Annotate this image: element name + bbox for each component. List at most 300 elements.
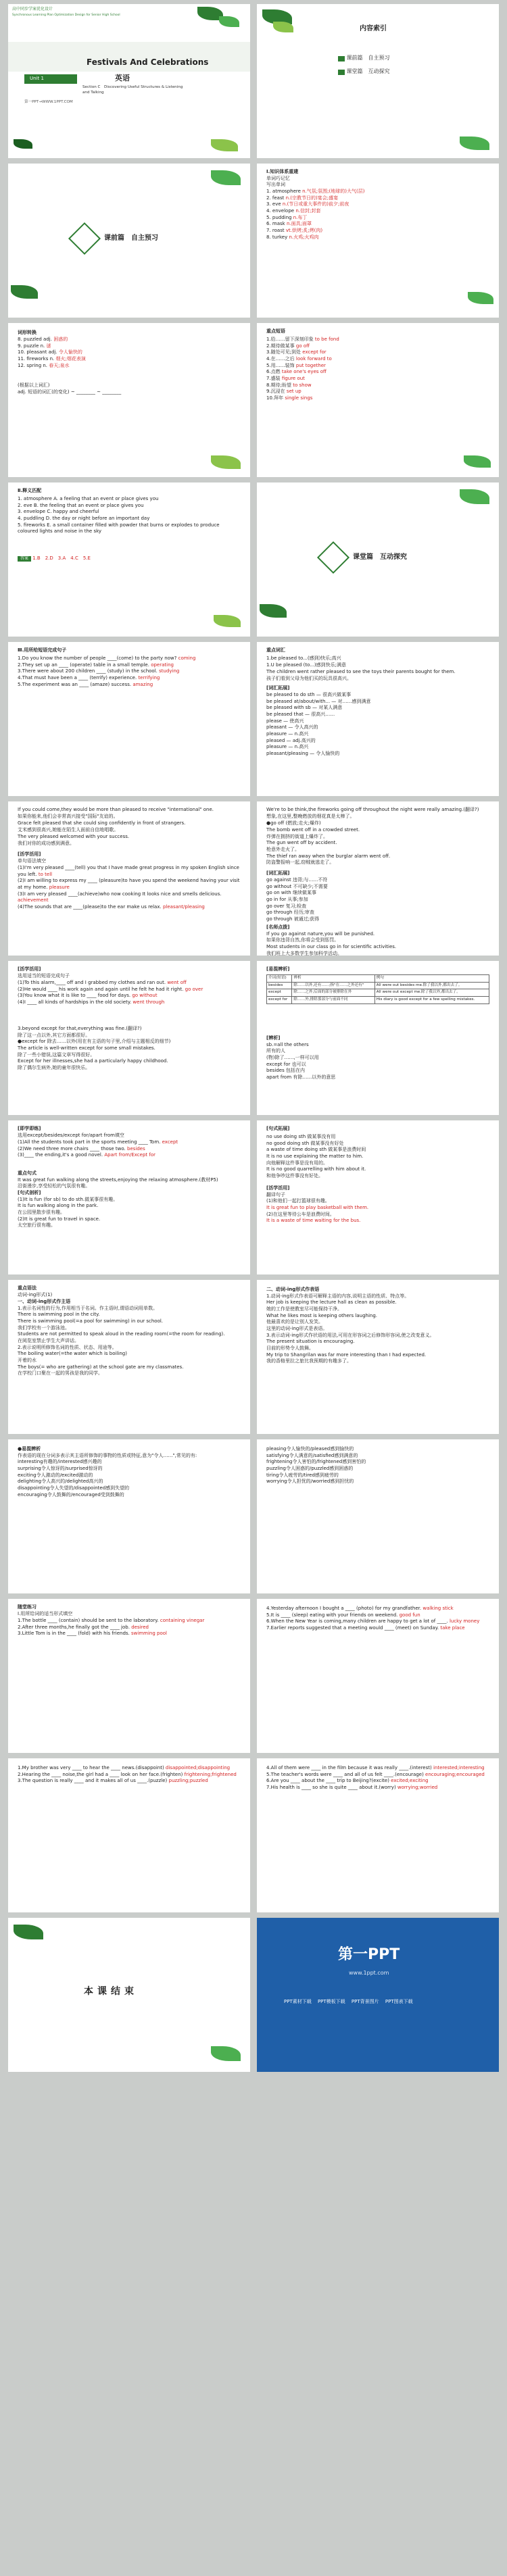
- vocab-title: Ⅰ.知识体系重建: [266, 169, 299, 174]
- question-row: [18, 865, 241, 878]
- table-cell: n.高兴: [294, 744, 309, 750]
- word-pair: interesting有趣的/interested感兴趣的: [18, 1459, 102, 1465]
- practice-title: 随堂练习: [18, 1604, 37, 1610]
- question-row: [266, 1778, 489, 1785]
- vocab-sub2: 写出单词: [266, 182, 285, 187]
- vocab-row: [266, 221, 483, 228]
- question-row: [18, 1765, 241, 1772]
- word-row: [18, 337, 153, 343]
- table-cell: pleasant/pleasing: [266, 750, 308, 756]
- table-cell: be pleased that: [266, 711, 304, 717]
- table-cell: All were out besides me.除了我以外,都出去了。: [375, 982, 489, 989]
- vocab-row: [266, 234, 483, 241]
- slide-ex-c: [8, 961, 250, 1115]
- item-term: go in for: [266, 896, 287, 902]
- table-cell: besides: [267, 982, 292, 989]
- grammar-line: 作表语的现在分词多表示其主语所修饰的事物的性质或特征,意为"令人……",常见的有:: [18, 1452, 197, 1458]
- ex-e-title: [句式拓展]: [266, 1126, 290, 1131]
- grammar-line: 这里的动词-ing形式是表语。: [266, 1325, 328, 1331]
- word-answer: 谜: [46, 343, 51, 349]
- table-cell: pleasure: [266, 730, 287, 737]
- phrase-item: 5.用……装饰: [266, 362, 295, 368]
- slide-phrases: [257, 323, 499, 477]
- example-line: It is no use explaining the matter to him.: [266, 1153, 364, 1159]
- ad-link[interactable]: PPT模板下载: [317, 1999, 345, 2004]
- slide-practice: [8, 1599, 250, 1753]
- question-row: [18, 904, 241, 911]
- word-pair: puzzling令人困惑的/puzzled感到困惑的: [266, 1465, 354, 1471]
- question-text: (4)I ____ all kinds of hardships in the old society.: [18, 999, 132, 1005]
- grammar-line: 我的香格里拉之旅比我预期的有趣多了。: [266, 1358, 352, 1364]
- phrase-row: [266, 389, 489, 395]
- grammar-line: 3.表示动词-ing形式作状语的用法,可用在形容词之后修饰形容词,使之改变意义。: [266, 1332, 435, 1338]
- contents-marker: [338, 56, 345, 61]
- word-item: 11. fireworks n.: [18, 355, 55, 362]
- question-row: [18, 987, 241, 993]
- item-term: go on with: [266, 890, 291, 896]
- except-table: [266, 974, 489, 1004]
- leaf-icon: [464, 455, 491, 468]
- ending-title: 本课结束: [84, 1986, 138, 1997]
- table-cell: 令人愉快的: [316, 750, 340, 756]
- ex-b-lines: [266, 827, 489, 866]
- slide-match: [8, 482, 250, 637]
- item-row: [266, 910, 489, 916]
- point-line: The article is well-written except for some small mistakes.: [18, 1045, 155, 1051]
- phrase-answer: figure out: [281, 375, 305, 381]
- question-row: [18, 1778, 241, 1785]
- item-meaning: 不可缺少;不需要: [293, 883, 328, 889]
- answer-text: excited;exciting: [391, 1778, 429, 1784]
- vocab-word: 1. atmosphere: [266, 189, 301, 194]
- ex-d-sub: 选用except/besides/except for/apart from填空: [18, 1133, 124, 1138]
- question-row: [266, 1606, 489, 1612]
- table-row: pleasant/pleasing — 令人愉快的: [266, 750, 340, 756]
- match-row: [18, 522, 241, 535]
- diamond-icon: [317, 541, 349, 574]
- table-cell: 很高兴做某事: [322, 692, 352, 697]
- table-cell: adj.高兴的: [292, 737, 316, 743]
- question-row: [266, 1625, 489, 1632]
- word-pair: tiring令人疲劳的/tired感到疲劳的: [266, 1472, 339, 1478]
- vocab-list: [266, 189, 483, 241]
- answer-tag: 答案: [18, 556, 31, 562]
- word-row: [18, 343, 153, 350]
- table-cell: 对……感到满意: [337, 698, 371, 704]
- item-row: [266, 897, 489, 903]
- grammar-line: 开着的水: [18, 1357, 37, 1363]
- answer-text: besides: [127, 1145, 145, 1151]
- answer-text: puzzling;puzzled: [168, 1778, 208, 1784]
- point-line: It is fun walking along in the park.: [18, 1203, 99, 1209]
- question-row: [266, 1772, 489, 1779]
- phrase-item: 10.拜年: [266, 395, 284, 401]
- example-line: 向他解释这件事是没有用的。: [266, 1160, 328, 1166]
- phrase-item: 7.盛装: [266, 375, 281, 381]
- match-def: A. a feeling that an event or place gives you: [53, 496, 159, 501]
- right-item: 所有的人: [266, 1048, 285, 1054]
- answer-text: take place: [440, 1625, 465, 1631]
- point-line: ●except for 除去……以外(用在有主语的句子里,介绍与主题相反的细节): [18, 1039, 171, 1045]
- question-text: 3.Little Tom is in the ____ (fold) with his friends.: [18, 1631, 130, 1637]
- answer-text: to tell: [38, 871, 53, 877]
- grammar-line: 1.表示名词性的行为,作用相当于名词。作主语时,谓语动词用单数。: [18, 1305, 158, 1311]
- key-words-ex1: The children went rather pleased to see the toys their parents bought for them.: [266, 669, 456, 674]
- word-pair: delighting令人高兴的/delighted高兴的: [18, 1479, 103, 1485]
- table-head: 辨析: [292, 975, 375, 983]
- item-meaning: 从事;参加: [287, 896, 308, 902]
- ex-a-left6: 我们对你的成功感到满意。: [18, 841, 74, 846]
- phrases-title: 重点短语: [266, 328, 285, 334]
- words-list: [18, 337, 153, 369]
- answer-text: swimming pool: [131, 1631, 167, 1637]
- table-cell: be pleased with sb: [266, 705, 311, 711]
- table-cell: All were out except me.除了我以外,都出去了。: [375, 989, 489, 997]
- question-text: 2.After three months,he finally got the ____ job.: [18, 1624, 130, 1630]
- item-meaning: 经历;审查: [293, 910, 315, 916]
- item-meaning: 复习;检查: [285, 903, 307, 909]
- item-row: [266, 890, 489, 897]
- contents-item-2[interactable]: [338, 68, 389, 75]
- header-english: Synchronous Learning Plan Optimization Design for Senior High School: [12, 14, 120, 18]
- word-item: 8. puzzled adj.: [18, 337, 52, 342]
- leaf-icon: [211, 170, 241, 185]
- pattern-item: no good doing sth 做某事没有好处: [266, 1140, 344, 1146]
- table-row: [267, 997, 489, 1004]
- vocab-answer: n.(宗教节日的)宴会;盛宴: [285, 195, 339, 201]
- leaf-icon: [460, 489, 489, 504]
- question-row: [18, 1772, 241, 1779]
- slide-cover: [8, 4, 250, 158]
- grammar-head: 二、动词-ing形式作表语: [266, 1287, 320, 1292]
- question-text: (2)We need three more chairs ____ those two.: [18, 1145, 126, 1151]
- match-row: [18, 496, 241, 503]
- question-row: [18, 1146, 241, 1153]
- leaf-icon: [14, 1925, 43, 1939]
- match-word: 5. fireworks: [18, 522, 45, 528]
- question-text: 6.When the New Year is coming,many children are happy to get a lot of ____.: [266, 1618, 448, 1625]
- slide-key-words: [257, 642, 499, 796]
- note-line: Most students in our class go in for scientific activities.: [266, 943, 397, 949]
- header-chinese: 高中同步学案优化设计: [12, 7, 53, 11]
- table-cell: except: [267, 989, 292, 997]
- practice-sub: Ⅰ.用所给词的适当形式填空: [18, 1611, 73, 1616]
- question-text: 5.The teacher's words were ____ and all of us felt ____.(encourage): [266, 1771, 424, 1777]
- words-note: (根据以上词汇): [18, 382, 50, 388]
- point-line: 太空旅行很有趣。: [18, 1222, 55, 1229]
- table-cell: pleasant: [266, 724, 287, 730]
- table-header-row: [267, 975, 489, 983]
- answer-text: It is great fun to play basketball with them.: [266, 1204, 369, 1210]
- table-row: be pleased that — 很高兴……: [266, 711, 335, 717]
- phrase-item: 3.随处可见;到处: [266, 349, 301, 355]
- question-row: [18, 999, 241, 1006]
- table-cell: be pleased at/about/with...: [266, 698, 331, 704]
- cover-section: Section C Discovering Useful Structures & Listening and Talking: [82, 85, 183, 95]
- word-answer: 烟火;烟花表演: [55, 355, 86, 362]
- question-text: 4.Yesterday afternoon I bought a ____ (photo) for my grandfather.: [266, 1606, 422, 1611]
- vocab-word: 6. mask: [266, 221, 285, 227]
- question-text: 1.Do you know the number of people ____(come) to the party now?: [18, 655, 177, 661]
- table-row: pleasure — n.高兴: [266, 744, 309, 750]
- match-word: 4. puddling: [18, 515, 45, 521]
- key-words-title: 重点词汇: [266, 647, 285, 653]
- table-cell: 除……之外;后面的部分被排除在外: [292, 989, 375, 997]
- point-line: 翻译句子: [266, 1191, 285, 1197]
- ex-a-left: If you could come,they would be more than pleased to receive "international" one.: [18, 807, 214, 812]
- key-words-lead: 1.be pleased to...(感到)快乐;高兴: [266, 655, 341, 661]
- ex-d-questions: [18, 1139, 241, 1159]
- answer-text: encouraging;encouraged: [425, 1771, 485, 1777]
- question-text: 4.All of them were ____ in the film because it was really ____.(interest): [266, 1765, 432, 1770]
- match-list: [18, 496, 241, 535]
- contents-item-1[interactable]: [338, 54, 389, 61]
- item-term: go without: [266, 883, 292, 889]
- words-title: 词形转换: [18, 330, 37, 335]
- leaf-icon: [468, 292, 493, 304]
- question-text: (2)He would ____ his work again and again until he felt he had it right.: [18, 986, 184, 992]
- ad-links: [284, 1999, 473, 2006]
- slide-practice-b: [257, 1599, 499, 1753]
- slide-preview: [8, 164, 250, 318]
- question-text: 5.It is ____ (sleep) eating with your friends on weekend.: [266, 1612, 398, 1618]
- ex-b-point: ●go off (燃放;走火;爆炸): [266, 820, 321, 826]
- vocab-word: 7. roast: [266, 227, 285, 233]
- phrase-fill-title: Ⅲ.用所给短语完成句子: [18, 647, 67, 653]
- answer-text: terrifying: [138, 674, 160, 680]
- table-cell: pleased: [266, 737, 285, 743]
- leaf-icon: [211, 139, 238, 151]
- right-item: apart from 有除……以外的意思: [266, 1074, 336, 1080]
- question-text: 6.Are you ____ about the ____ trip to Beijing?(excite): [266, 1778, 389, 1784]
- question-row: [18, 980, 241, 987]
- question-row: [18, 891, 241, 904]
- diamond-icon: [68, 222, 101, 255]
- slide-grammar: [8, 1280, 250, 1434]
- ex-d-title: [即学即练]: [18, 1126, 41, 1131]
- leaf-icon: [11, 285, 38, 299]
- match-def: D. the day or night before an important day: [45, 515, 150, 521]
- phrase-answer: take one's eyes off: [281, 369, 327, 375]
- vocab-word: 8. turkey: [266, 234, 288, 240]
- ad-link[interactable]: PPT图表下载: [385, 1999, 413, 2004]
- question-text: 2.Hearing the ____ noise,the girl had a ____ look on her face.(frighten): [18, 1771, 183, 1777]
- table-cell: 对某人满意: [318, 705, 343, 711]
- grammar-line: There is swimming pool in the city.: [18, 1312, 100, 1318]
- answer-text: desired: [131, 1624, 149, 1630]
- question-row: [266, 1612, 489, 1619]
- word-row: [18, 356, 153, 363]
- word-pair: frightening令人害怕的/frightened感到害怕的: [266, 1459, 366, 1465]
- ex-b-left2: 想象,在这里,整晚燃放的烟花真是太棒了。: [266, 814, 355, 819]
- ex-c-questions: [18, 980, 241, 1006]
- slide-except-table: [257, 961, 499, 1115]
- word-pair: satisfying令人满意的/satisfied感到满意的: [266, 1452, 358, 1458]
- vocab-answer: n.(节日或重大事件的)前夕;前夜: [282, 201, 349, 207]
- phrase-row: [266, 356, 489, 363]
- grammar-line: What he likes most is keeping others laughing.: [266, 1312, 378, 1318]
- answer-text: go without: [132, 993, 158, 999]
- match-title: Ⅱ.释义匹配: [18, 488, 42, 493]
- grammar3-body: [18, 1446, 241, 1498]
- question-row: [18, 1152, 241, 1159]
- answer-text: operating: [151, 662, 174, 668]
- answer-text: good fun: [399, 1612, 420, 1618]
- answer-text: frightening;frightened: [184, 1771, 237, 1777]
- question-row: [18, 878, 241, 891]
- slide-ex-e: [257, 1120, 499, 1274]
- question-row: [18, 993, 241, 999]
- point-line: [句式剖析]: [18, 1189, 41, 1195]
- leaf-icon: [211, 455, 241, 469]
- phrase-item: 9.沉浸在: [266, 389, 285, 395]
- practice-questions: [18, 1618, 241, 1637]
- pattern-item: a waste of time doing sth 做某事是浪费时间: [266, 1147, 366, 1153]
- practice2-questions: [18, 1765, 241, 1785]
- ad-link[interactable]: PPT素材下载: [284, 1999, 312, 2004]
- point-title: [活学活用]: [266, 1185, 290, 1191]
- vocab-row: [266, 201, 483, 208]
- word-pair: encouraging令人鼓舞的/encouraged受到鼓舞的: [18, 1491, 124, 1497]
- question-text: (1)I'm very pleased ____(tell) you that I have made great progress in my spoken English since you left.: [18, 865, 239, 877]
- vocab-row: [266, 189, 483, 195]
- phrase-item: 1.给……留下深刻印象: [266, 337, 314, 342]
- item-term: go over: [266, 903, 285, 909]
- question-text: (2)I am willing to express my ____ (pleasure)to have you spend the weekend having your visit at my home.: [18, 878, 240, 890]
- question-text: (3)I am very pleased ____(achieve)who now cooking It looks nice and smells delicious.: [18, 891, 222, 897]
- right-item: except for 也可以: [266, 1061, 306, 1067]
- preview-badge: 课前篇 自主预习: [104, 234, 158, 242]
- item-row: [266, 903, 489, 910]
- question-row: [18, 1625, 241, 1631]
- table-row: be pleased at/about/with... — 对……感到满意: [266, 698, 371, 704]
- item-term: go through: [266, 910, 293, 916]
- vocab-word: 4. envelope: [266, 207, 295, 214]
- answer-text: achievement: [18, 897, 49, 903]
- ad-link[interactable]: PPT背景图片: [351, 1999, 379, 2004]
- unit-bar: [24, 74, 77, 84]
- ex-b-left: We're to be think,the fireworks going off throughout the night were really amazing.(翻译?): [266, 807, 479, 812]
- phrase-answer: except for: [302, 349, 327, 355]
- question-text: 7.His health is ____ so she is quite ____ about it.(worry): [266, 1784, 396, 1790]
- phrase-row: [266, 376, 489, 382]
- table-cell: 除……以外,还有……;指"在……之外还有": [292, 982, 375, 989]
- grammar-head: 一、动词-ing形式作主语: [18, 1299, 71, 1304]
- grammar-line: Her job is keeping the lecture hall as clean as possible.: [266, 1299, 397, 1306]
- match-def: C. happy and cheerful: [47, 509, 99, 515]
- vocab-answer: n.气氛;氛围;(地球的)大气(层): [302, 189, 365, 194]
- item-row: [266, 916, 489, 923]
- table-cell: 除……外,排除那部分与前面不同: [292, 997, 375, 1004]
- words-note2: adj. 短语的词汇(的变化) ~ ________ ~ ________: [18, 389, 122, 395]
- practice-b-questions: [266, 1606, 489, 1632]
- point-line: 在公园里散步很有趣。: [18, 1209, 65, 1215]
- vocab-answer: n.信封;封套: [295, 207, 321, 214]
- match-word: 1. atmosphere: [18, 496, 52, 501]
- word-item: 12. spring n.: [18, 362, 48, 368]
- word-row: [18, 349, 153, 356]
- word-pair: exciting令人激动的/excited激动的: [18, 1472, 93, 1478]
- unit-label: Unit 1: [30, 76, 44, 81]
- cover-title: Festivals And Celebrations: [87, 57, 209, 67]
- exploration-badge: 课堂篇 互动探究: [353, 553, 407, 561]
- vocab-answer: n.布丁: [293, 214, 308, 220]
- table-cell: 很高兴……: [311, 711, 335, 717]
- grammar-line: My trip to Shangrilan was far more interesting than I had expected.: [266, 1352, 427, 1358]
- grammar-line: 我们学校有一个游泳池。: [18, 1324, 70, 1331]
- word-row: [18, 363, 153, 370]
- answer-text: go over: [185, 986, 203, 992]
- grammar3b-body: [266, 1446, 489, 1485]
- phrase-answer: set up: [286, 389, 301, 395]
- grammar-body: [18, 1299, 241, 1377]
- ex-c-sub: 选用适当的短语完成句子: [18, 973, 70, 979]
- phrase-row: [266, 363, 489, 370]
- question-text: 5.The experiment was an ____ (amaze) success.: [18, 681, 132, 687]
- grammar-line: 2.表示说明所修饰名词的性质、状态、用途等。: [18, 1344, 117, 1350]
- example-line: 枪意外走火了。: [266, 846, 299, 852]
- right-head: [辨析]: [266, 1035, 281, 1041]
- word-pair: worrying令人担忧的/worried感到担忧的: [266, 1479, 354, 1485]
- question-row: [18, 662, 241, 669]
- grammar2-body: [266, 1287, 489, 1365]
- slide-practice-2b: [257, 1758, 499, 1912]
- ex-b-title: [词汇拓展]: [266, 870, 290, 876]
- answer-text: It is a waste of time waiting for the bus.: [266, 1218, 361, 1224]
- leaf-icon: [273, 22, 293, 32]
- match-row: [18, 516, 241, 522]
- right-item: besides 包括在内: [266, 1068, 305, 1074]
- slide-ex-d: [8, 1120, 250, 1274]
- answer-text: worrying;worried: [397, 1784, 438, 1790]
- question-text: 1.My brother was very ____ to hear the ____ news.(disappoint): [18, 1765, 164, 1770]
- point-title: 3.beyond except for that,everything was fine.(翻译?): [18, 1026, 142, 1031]
- point-line: 除了偶尔生病外,她的童年很快乐。: [18, 1064, 91, 1070]
- grammar-sub: 动词-ing形式(1): [18, 1292, 53, 1297]
- ex-e-items: [266, 1134, 489, 1180]
- item-row: [266, 877, 489, 884]
- question-text: (4)The sounds that are ____(please)to the ear make us relax.: [18, 903, 162, 910]
- table-row: [267, 982, 489, 989]
- right-item: sb.=all the others: [266, 1041, 309, 1047]
- contents-item-1-label: 课前篇 自主预习: [346, 55, 390, 61]
- answer-text: amazing: [132, 681, 153, 687]
- vocab-row: [266, 228, 483, 234]
- question-text: 3.There were about 200 children ____ (study) in the school.: [18, 668, 158, 674]
- question-text: 3.The question is really ____ and it makes all of us ____.(puzzle): [18, 1778, 168, 1784]
- contents-title: 内容索引: [360, 25, 387, 32]
- example-line: The gun went off by accident.: [266, 840, 337, 846]
- slide-ex-b: [257, 801, 499, 956]
- leaf-icon: [260, 604, 287, 618]
- answer-text: Apart from/Except for: [104, 1152, 155, 1158]
- ex-a-questions: [18, 865, 241, 911]
- phrase-answer: to show: [293, 382, 312, 388]
- table-row: pleasure — n.高兴: [266, 730, 309, 737]
- answer-text: interested;interesting: [433, 1765, 485, 1770]
- pattern-item: no use doing sth 做某事没有用: [266, 1134, 336, 1139]
- ex-a-left5: The very pleased welcomed with your success.: [18, 834, 130, 839]
- question-row: [266, 1618, 489, 1625]
- grammar-line: 他最喜欢的是让别人发笑。: [266, 1319, 323, 1325]
- answer-text: pleasant/pleasing: [162, 903, 205, 910]
- question-row: [18, 668, 241, 675]
- item-term: go against: [266, 877, 291, 883]
- vocab-answer: vt.烘烤;炙;烤(肉): [285, 227, 323, 233]
- point-line: (2)It is great fun to travel in space.: [18, 1216, 101, 1222]
- answer-text: disappointed;disappointing: [165, 1765, 231, 1770]
- question-text: 7.Earlier reports suggested that a meeting would ____ (meet) on Sunday.: [266, 1625, 439, 1631]
